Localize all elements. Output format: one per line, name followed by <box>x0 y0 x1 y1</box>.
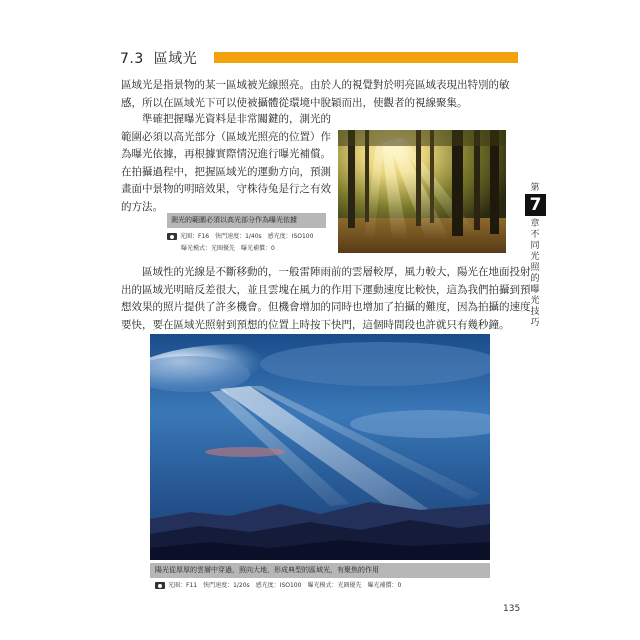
section-number: 7.3 <box>120 51 144 67</box>
chapter-number-box: 7 <box>525 194 546 216</box>
intro-paragraph <box>121 77 510 112</box>
figure1-caption: 測光的範圍必須以高光部分作為曝光依據 <box>167 213 326 228</box>
moving-light-paragraph <box>121 264 531 334</box>
text-line: 區域光是指景物的某一區域被光線照亮。由於人的視覺對於明亮區域表現出特別的敏 <box>121 79 510 91</box>
chapter-title-vertical: 章不同光照的曝光技巧 <box>530 219 540 328</box>
section-heading <box>120 48 197 68</box>
forest-sunbeam-photo <box>338 130 506 253</box>
camera-icon <box>167 233 177 240</box>
cloud-sunbeam-photo <box>150 334 490 560</box>
text-line: 畫面中景物的明暗效果，守株待兔是行之有效 <box>121 183 331 195</box>
page-number: 135 <box>503 604 521 614</box>
figure2-exif-text: 光圈：F11 快門速度：1/20s 感光度：ISO100 曝光模式：光圈優先 曝光補償：0 <box>168 582 402 589</box>
text-line: 想效果的照片提供了許多機會。但機會增加的同時也增加了拍攝的難度，因為拍攝的速度 <box>121 301 531 313</box>
figure1-exif <box>167 231 313 255</box>
text-line: 準確把握曝光資料是非常關鍵的，測光的 <box>142 113 331 125</box>
text-line: 範圍必須以高光部分（區域光照亮的位置）作 <box>121 130 331 143</box>
section-title: 區域光 <box>153 51 198 67</box>
camera-icon <box>155 582 165 589</box>
text-line: 出的區域光明暗反差很大，並且雲塊在風力的作用下運動速度比較快，這為我們拍攝到預 <box>121 283 531 296</box>
figure2-caption: 陽光從厚厚的雲層中穿過，照向大地，形成典型的區域光，有聚焦的作用 <box>150 563 490 578</box>
section-accent-bar <box>214 52 518 63</box>
chapter-label: 第 <box>530 183 540 193</box>
forest-photo-illustration <box>338 130 506 253</box>
text-line: 區域性的光線是不斷移動的，一般雷陣雨前的雲層較厚，風力較大，陽光在地面投射 <box>142 266 531 278</box>
text-line: 的方法。 <box>121 200 163 213</box>
figure1-exif-line2: 曝光模式：光圈優先 曝光補償：0 <box>181 245 275 252</box>
figure2-exif <box>155 580 401 592</box>
text-line: 要快，要在區域光照射到預想的位置上時按下快門，這個時間段也許就只有幾秒鐘。 <box>121 318 510 331</box>
text-line: 在拍攝過程中，把握區域光的運動方向，預測 <box>121 165 331 178</box>
figure1-exif-line1: 光圈：F16 快門速度：1/40s 感光度：ISO100 <box>180 233 314 240</box>
text-line: 為曝光依據，再根據實際情況進行曝光補償。 <box>121 148 331 160</box>
metering-paragraph <box>121 111 331 216</box>
text-line: 感，所以在區域光下可以使被攝體從環境中脫穎而出，使觀者的視線聚集。 <box>121 96 468 109</box>
mountain-photo-illustration <box>150 334 490 560</box>
